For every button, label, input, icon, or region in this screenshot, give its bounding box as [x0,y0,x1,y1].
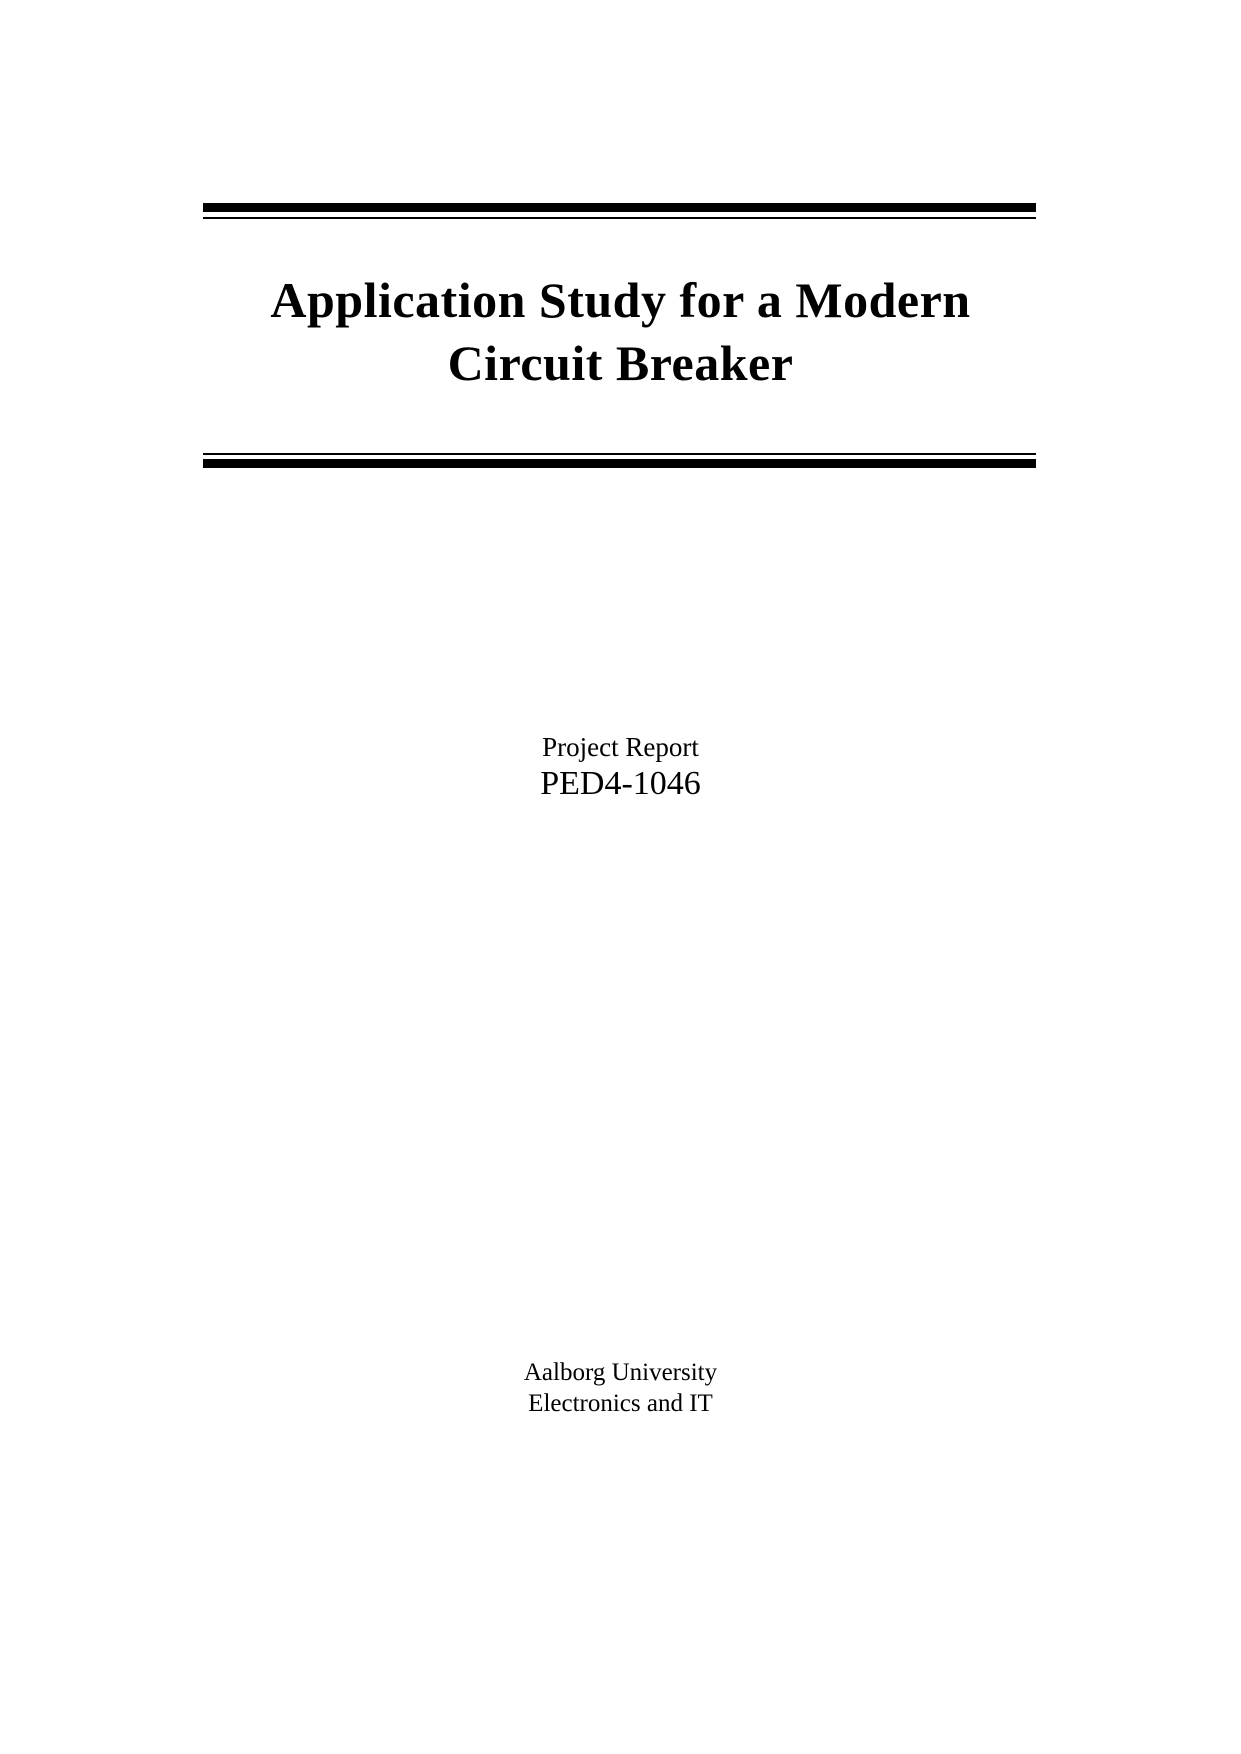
institution-university: Aalborg University [523,1359,718,1386]
report-project-id: PED4-1046 [540,765,701,802]
institution-department: Electronics and IT [528,1390,713,1417]
institution-info [0,1357,1241,1419]
title-rule-bottom-thick [203,459,1036,468]
report-info [0,731,1241,804]
document-title-line-2: Circuit Breaker [447,335,794,391]
title-rule-top-thick [203,203,1036,212]
document-title-line-1: Application Study for a Modern [270,272,971,328]
document-title [103,269,1138,395]
report-type-label: Project Report [542,732,699,762]
title-rule-bottom-thin [203,453,1036,455]
title-rule-top-thin [203,217,1036,219]
title-rule-bottom [203,453,1036,468]
title-rule-top [203,203,1036,219]
